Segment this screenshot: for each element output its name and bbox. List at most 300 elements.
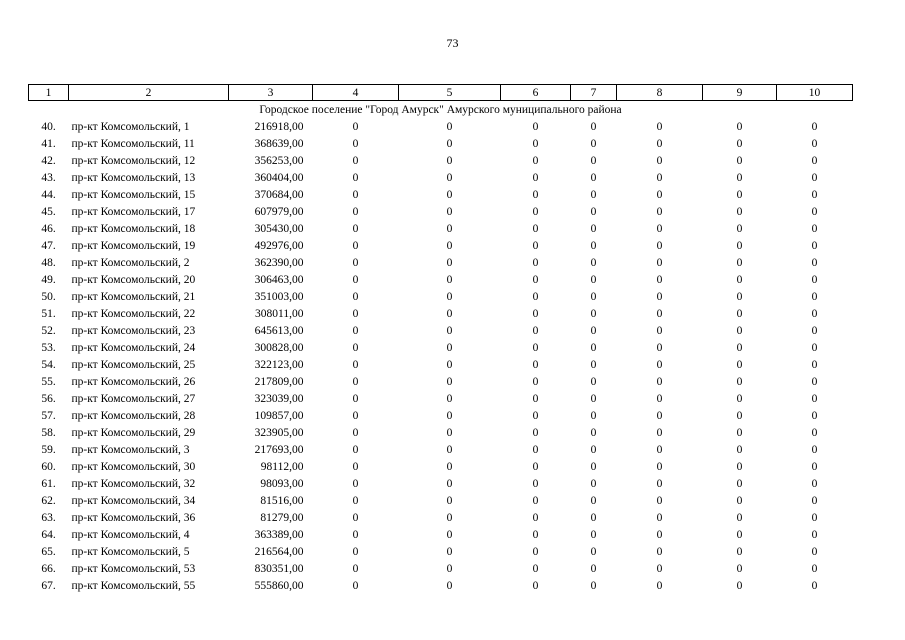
address-cell: пр-кт Комсомольский, 21	[71, 290, 196, 303]
value-cell: 0	[590, 205, 597, 218]
address-cell: пр-кт Комсомольский, 53	[71, 562, 196, 575]
column-header: 4	[313, 85, 399, 101]
value-cell: 0	[446, 120, 453, 133]
value-cell: 0	[736, 562, 743, 575]
value-cell: 0	[532, 120, 539, 133]
value-cell: 0	[532, 511, 539, 524]
address-cell: пр-кт Комсомольский, 26	[71, 375, 196, 388]
value-cell: 0	[656, 290, 663, 303]
value-cell: 0	[532, 545, 539, 558]
row-number: 65.	[41, 545, 56, 558]
address-cell: пр-кт Комсомольский, 30	[71, 460, 196, 473]
row-number: 44.	[41, 188, 56, 201]
value-cell: 0	[811, 239, 818, 252]
value-cell: 0	[736, 222, 743, 235]
table-row	[29, 356, 853, 373]
value-cell: 0	[352, 375, 359, 388]
value-cell: 0	[532, 579, 539, 592]
row-number: 53.	[41, 341, 56, 354]
value-cell: 0	[590, 426, 597, 439]
value-cell: 0	[811, 426, 818, 439]
amount-cell: 322123,00	[254, 358, 304, 371]
value-cell: 0	[736, 171, 743, 184]
value-cell: 0	[656, 154, 663, 167]
value-cell: 0	[590, 545, 597, 558]
amount-cell: 555860,00	[254, 579, 304, 592]
value-cell: 0	[446, 256, 453, 269]
value-cell: 0	[352, 222, 359, 235]
value-cell: 0	[590, 375, 597, 388]
table-row	[29, 526, 853, 543]
value-cell: 0	[532, 562, 539, 575]
amount-cell: 351003,00	[254, 290, 304, 303]
amount-cell: 109857,00	[254, 409, 304, 422]
value-cell: 0	[446, 528, 453, 541]
value-cell: 0	[656, 392, 663, 405]
address-cell: пр-кт Комсомольский, 20	[71, 273, 196, 286]
amount-cell: 306463,00	[254, 273, 304, 286]
value-cell: 0	[590, 528, 597, 541]
value-cell: 0	[811, 392, 818, 405]
column-header: 9	[703, 85, 777, 101]
amount-cell: 216918,00	[254, 120, 304, 133]
row-number: 63.	[41, 511, 56, 524]
value-cell: 0	[352, 239, 359, 252]
value-cell: 0	[811, 511, 818, 524]
value-cell: 0	[446, 409, 453, 422]
value-cell: 0	[811, 494, 818, 507]
amount-cell: 217693,00	[254, 443, 304, 456]
table-row	[29, 441, 853, 458]
value-cell: 0	[656, 205, 663, 218]
value-cell: 0	[590, 443, 597, 456]
value-cell: 0	[736, 120, 743, 133]
value-cell: 0	[352, 120, 359, 133]
row-number: 66.	[41, 562, 56, 575]
value-cell: 0	[352, 443, 359, 456]
address-cell: пр-кт Комсомольский, 15	[71, 188, 196, 201]
value-cell: 0	[811, 460, 818, 473]
table-row	[29, 288, 853, 305]
address-cell: пр-кт Комсомольский, 34	[71, 494, 196, 507]
value-cell: 0	[656, 188, 663, 201]
value-cell: 0	[811, 137, 818, 150]
value-cell: 0	[656, 375, 663, 388]
value-cell: 0	[352, 188, 359, 201]
row-number: 51.	[41, 307, 56, 320]
value-cell: 0	[656, 426, 663, 439]
value-cell: 0	[446, 341, 453, 354]
value-cell: 0	[446, 562, 453, 575]
address-cell: пр-кт Комсомольский, 12	[71, 154, 196, 167]
row-number: 48.	[41, 256, 56, 269]
value-cell: 0	[446, 222, 453, 235]
value-cell: 0	[811, 528, 818, 541]
value-cell: 0	[656, 494, 663, 507]
value-cell: 0	[656, 511, 663, 524]
value-cell: 0	[656, 341, 663, 354]
value-cell: 0	[656, 545, 663, 558]
value-cell: 0	[352, 290, 359, 303]
value-cell: 0	[446, 443, 453, 456]
address-cell: пр-кт Комсомольский, 11	[71, 137, 195, 150]
value-cell: 0	[352, 409, 359, 422]
table-row	[29, 169, 853, 186]
column-header: 5	[399, 85, 501, 101]
row-number: 41.	[41, 137, 56, 150]
value-cell: 0	[446, 392, 453, 405]
value-cell: 0	[352, 426, 359, 439]
value-cell: 0	[532, 375, 539, 388]
section-heading-row	[29, 101, 853, 119]
value-cell: 0	[811, 120, 818, 133]
row-number: 49.	[41, 273, 56, 286]
value-cell: 0	[736, 324, 743, 337]
value-cell: 0	[446, 511, 453, 524]
value-cell: 0	[811, 188, 818, 201]
table-row	[29, 424, 853, 441]
table-row	[29, 577, 853, 594]
value-cell: 0	[590, 324, 597, 337]
value-cell: 0	[811, 545, 818, 558]
value-cell: 0	[532, 358, 539, 371]
table-row	[29, 407, 853, 424]
value-cell: 0	[590, 154, 597, 167]
table-row	[29, 135, 853, 152]
value-cell: 0	[446, 273, 453, 286]
value-cell: 0	[656, 579, 663, 592]
value-cell: 0	[532, 443, 539, 456]
value-cell: 0	[532, 528, 539, 541]
value-cell: 0	[811, 375, 818, 388]
value-cell: 0	[736, 341, 743, 354]
row-number: 62.	[41, 494, 56, 507]
value-cell: 0	[811, 579, 818, 592]
value-cell: 0	[352, 477, 359, 490]
value-cell: 0	[352, 579, 359, 592]
address-cell: пр-кт Комсомольский, 36	[71, 511, 196, 524]
value-cell: 0	[590, 511, 597, 524]
table-row	[29, 322, 853, 339]
value-cell: 0	[811, 324, 818, 337]
address-cell: пр-кт Комсомольский, 28	[71, 409, 196, 422]
address-cell: пр-кт Комсомольский, 24	[71, 341, 196, 354]
value-cell: 0	[736, 256, 743, 269]
value-cell: 0	[532, 290, 539, 303]
value-cell: 0	[811, 171, 818, 184]
value-cell: 0	[590, 171, 597, 184]
table-row	[29, 186, 853, 203]
address-cell: пр-кт Комсомольский, 25	[71, 358, 196, 371]
column-header: 1	[29, 85, 69, 101]
value-cell: 0	[446, 477, 453, 490]
row-number: 61.	[41, 477, 56, 490]
value-cell: 0	[590, 579, 597, 592]
amount-cell: 830351,00	[254, 562, 304, 575]
value-cell: 0	[446, 137, 453, 150]
row-number: 47.	[41, 239, 56, 252]
value-cell: 0	[352, 307, 359, 320]
row-number: 64.	[41, 528, 56, 541]
value-cell: 0	[590, 290, 597, 303]
value-cell: 0	[532, 222, 539, 235]
value-cell: 0	[532, 273, 539, 286]
value-cell: 0	[736, 409, 743, 422]
amount-cell: 362390,00	[254, 256, 304, 269]
address-cell: пр-кт Комсомольский, 18	[71, 222, 196, 235]
value-cell: 0	[656, 137, 663, 150]
amount-cell: 645613,00	[254, 324, 304, 337]
row-number: 59.	[41, 443, 56, 456]
table-row	[29, 543, 853, 560]
table-row	[29, 339, 853, 356]
value-cell: 0	[446, 154, 453, 167]
row-number: 54.	[41, 358, 56, 371]
value-cell: 0	[446, 460, 453, 473]
amount-cell: 607979,00	[254, 205, 304, 218]
value-cell: 0	[736, 358, 743, 371]
column-header: 3	[229, 85, 313, 101]
value-cell: 0	[352, 511, 359, 524]
amount-cell: 363389,00	[254, 528, 304, 541]
address-cell: пр-кт Комсомольский, 4	[71, 528, 190, 541]
column-header: 7	[571, 85, 617, 101]
value-cell: 0	[656, 460, 663, 473]
value-cell: 0	[532, 324, 539, 337]
amount-cell: 217809,00	[254, 375, 304, 388]
value-cell: 0	[656, 222, 663, 235]
value-cell: 0	[656, 324, 663, 337]
value-cell: 0	[446, 171, 453, 184]
value-cell: 0	[352, 392, 359, 405]
table-row	[29, 203, 853, 220]
table-row	[29, 152, 853, 169]
value-cell: 0	[736, 188, 743, 201]
value-cell: 0	[656, 120, 663, 133]
amount-cell: 323905,00	[254, 426, 304, 439]
table-row	[29, 492, 853, 509]
value-cell: 0	[352, 324, 359, 337]
column-header: 2	[69, 85, 229, 101]
value-cell: 0	[811, 562, 818, 575]
address-cell: пр-кт Комсомольский, 32	[71, 477, 196, 490]
value-cell: 0	[532, 137, 539, 150]
table-body	[29, 101, 853, 595]
value-cell: 0	[532, 171, 539, 184]
value-cell: 0	[736, 477, 743, 490]
table-row	[29, 373, 853, 390]
value-cell: 0	[352, 341, 359, 354]
value-cell: 0	[532, 154, 539, 167]
value-cell: 0	[656, 307, 663, 320]
table-row	[29, 305, 853, 322]
value-cell: 0	[736, 511, 743, 524]
row-number: 42.	[41, 154, 56, 167]
amount-cell: 98112,00	[260, 460, 304, 473]
value-cell: 0	[446, 188, 453, 201]
value-cell: 0	[532, 392, 539, 405]
table-row	[29, 254, 853, 271]
address-cell: пр-кт Комсомольский, 2	[71, 256, 190, 269]
address-cell: пр-кт Комсомольский, 23	[71, 324, 196, 337]
value-cell: 0	[352, 137, 359, 150]
value-cell: 0	[811, 273, 818, 286]
value-cell: 0	[446, 494, 453, 507]
table-row	[29, 118, 853, 135]
value-cell: 0	[446, 324, 453, 337]
column-header: 6	[501, 85, 571, 101]
value-cell: 0	[590, 137, 597, 150]
row-number: 52.	[41, 324, 56, 337]
table-row	[29, 509, 853, 526]
value-cell: 0	[736, 205, 743, 218]
amount-cell: 360404,00	[254, 171, 304, 184]
column-number-row	[29, 85, 853, 101]
value-cell: 0	[352, 545, 359, 558]
value-cell: 0	[736, 290, 743, 303]
row-number: 58.	[41, 426, 56, 439]
value-cell: 0	[532, 256, 539, 269]
value-cell: 0	[446, 239, 453, 252]
address-cell: пр-кт Комсомольский, 17	[71, 205, 196, 218]
table-row	[29, 390, 853, 407]
amount-cell: 305430,00	[254, 222, 304, 235]
address-cell: пр-кт Комсомольский, 29	[71, 426, 196, 439]
value-cell: 0	[446, 545, 453, 558]
row-number: 60.	[41, 460, 56, 473]
amount-cell: 492976,00	[254, 239, 304, 252]
address-cell: пр-кт Комсомольский, 22	[71, 307, 196, 320]
value-cell: 0	[736, 460, 743, 473]
amount-cell: 216564,00	[254, 545, 304, 558]
value-cell: 0	[590, 358, 597, 371]
value-cell: 0	[352, 494, 359, 507]
amount-cell: 308011,00	[255, 307, 304, 320]
table-row	[29, 271, 853, 288]
value-cell: 0	[811, 443, 818, 456]
row-number: 50.	[41, 290, 56, 303]
table-row	[29, 560, 853, 577]
row-number: 46.	[41, 222, 56, 235]
amount-cell: 370684,00	[254, 188, 304, 201]
value-cell: 0	[590, 307, 597, 320]
value-cell: 0	[811, 409, 818, 422]
value-cell: 0	[590, 188, 597, 201]
value-cell: 0	[352, 460, 359, 473]
value-cell: 0	[590, 477, 597, 490]
amount-cell: 300828,00	[254, 341, 304, 354]
value-cell: 0	[352, 562, 359, 575]
address-cell: пр-кт Комсомольский, 1	[71, 120, 190, 133]
row-number: 43.	[41, 171, 56, 184]
address-cell: пр-кт Комсомольский, 13	[71, 171, 196, 184]
value-cell: 0	[446, 426, 453, 439]
value-cell: 0	[590, 392, 597, 405]
value-cell: 0	[736, 307, 743, 320]
value-cell: 0	[656, 562, 663, 575]
table-row	[29, 458, 853, 475]
value-cell: 0	[811, 358, 818, 371]
value-cell: 0	[811, 256, 818, 269]
value-cell: 0	[590, 239, 597, 252]
value-cell: 0	[736, 375, 743, 388]
value-cell: 0	[736, 528, 743, 541]
table-row	[29, 220, 853, 237]
value-cell: 0	[532, 205, 539, 218]
value-cell: 0	[656, 528, 663, 541]
value-cell: 0	[532, 494, 539, 507]
value-cell: 0	[590, 120, 597, 133]
value-cell: 0	[532, 409, 539, 422]
value-cell: 0	[590, 460, 597, 473]
value-cell: 0	[736, 392, 743, 405]
value-cell: 0	[532, 460, 539, 473]
value-cell: 0	[590, 341, 597, 354]
value-cell: 0	[736, 545, 743, 558]
value-cell: 0	[811, 477, 818, 490]
value-cell: 0	[352, 171, 359, 184]
value-cell: 0	[446, 205, 453, 218]
value-cell: 0	[446, 375, 453, 388]
amount-cell: 81516,00	[260, 494, 304, 507]
value-cell: 0	[352, 205, 359, 218]
value-cell: 0	[446, 579, 453, 592]
row-number: 67.	[41, 579, 56, 592]
value-cell: 0	[532, 341, 539, 354]
value-cell: 0	[656, 239, 663, 252]
value-cell: 0	[811, 205, 818, 218]
address-cell: пр-кт Комсомольский, 5	[71, 545, 190, 558]
value-cell: 0	[532, 307, 539, 320]
row-number: 45.	[41, 205, 56, 218]
row-number: 55.	[41, 375, 56, 388]
row-number: 57.	[41, 409, 56, 422]
address-cell: пр-кт Комсомольский, 27	[71, 392, 196, 405]
address-cell: пр-кт Комсомольский, 19	[71, 239, 196, 252]
value-cell: 0	[590, 256, 597, 269]
value-cell: 0	[656, 477, 663, 490]
column-header: 10	[777, 85, 853, 101]
column-header: 8	[617, 85, 703, 101]
table-row	[29, 475, 853, 492]
address-cell: пр-кт Комсомольский, 3	[71, 443, 190, 456]
value-cell: 0	[532, 477, 539, 490]
value-cell: 0	[736, 273, 743, 286]
value-cell: 0	[532, 426, 539, 439]
amount-cell: 368639,00	[254, 137, 304, 150]
value-cell: 0	[590, 222, 597, 235]
value-cell: 0	[446, 290, 453, 303]
address-cell: пр-кт Комсомольский, 55	[71, 579, 196, 592]
amount-cell: 81279,00	[260, 511, 304, 524]
value-cell: 0	[736, 426, 743, 439]
value-cell: 0	[811, 307, 818, 320]
row-number: 40.	[41, 120, 56, 133]
value-cell: 0	[656, 171, 663, 184]
value-cell: 0	[811, 341, 818, 354]
value-cell: 0	[532, 188, 539, 201]
value-cell: 0	[811, 154, 818, 167]
value-cell: 0	[352, 256, 359, 269]
value-cell: 0	[656, 358, 663, 371]
value-cell: 0	[532, 239, 539, 252]
section-title: Городское поселение "Город Амурск" Амурского муниципального района	[259, 103, 622, 116]
value-cell: 0	[811, 290, 818, 303]
value-cell: 0	[446, 307, 453, 320]
value-cell: 0	[736, 137, 743, 150]
register-table	[28, 84, 853, 594]
value-cell: 0	[736, 579, 743, 592]
